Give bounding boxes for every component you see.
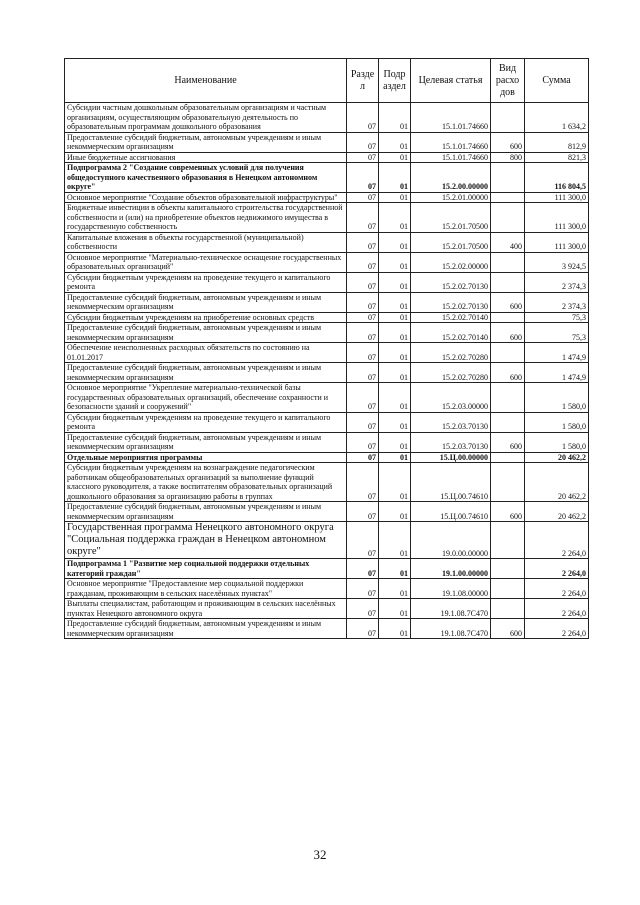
row-section: 07 — [347, 522, 379, 559]
row-amount: 1 474,9 — [525, 363, 589, 383]
row-subsection: 01 — [379, 383, 411, 413]
row-amount: 20 462,2 — [525, 463, 589, 502]
table-row — [65, 619, 589, 639]
table-row — [65, 203, 589, 233]
row-section: 07 — [347, 432, 379, 452]
row-amount: 2 264,0 — [525, 559, 589, 579]
row-expense-type — [491, 559, 525, 579]
row-expense-type: 600 — [491, 323, 525, 343]
row-subsection: 01 — [379, 312, 411, 323]
row-section: 07 — [347, 203, 379, 233]
row-section: 07 — [347, 312, 379, 323]
row-article: 15.2.02.70130 — [411, 272, 491, 292]
row-name: Основное мероприятие "Создание объектов образовательной инфраструктуры" — [65, 192, 347, 203]
row-amount: 821,3 — [525, 152, 589, 163]
row-article: 15.2.02.70280 — [411, 343, 491, 363]
row-name: Предоставление субсидий бюджетным, автономным учреждениям и иным некоммерческим организациям — [65, 323, 347, 343]
row-name: Подпрограмма 1 "Развитие мер социальной поддержки отдельных категорий граждан" — [65, 559, 347, 579]
header-amount: Сумма — [525, 59, 589, 103]
row-expense-type — [491, 192, 525, 203]
row-article: 15.1.01.74660 — [411, 132, 491, 152]
row-expense-type: 600 — [491, 292, 525, 312]
table-header-row — [65, 59, 589, 103]
row-expense-type: 600 — [491, 363, 525, 383]
row-section: 07 — [347, 599, 379, 619]
row-amount: 2 374,3 — [525, 292, 589, 312]
row-section: 07 — [347, 152, 379, 163]
row-name: Субсидии бюджетным учреждениям на проведение текущего и капитального ремонта — [65, 272, 347, 292]
row-amount: 75,3 — [525, 323, 589, 343]
page-number: 32 — [313, 847, 327, 862]
table-row — [65, 323, 589, 343]
row-name: Субсидии частным дошкольным образовательным организациям и частным организациям, осуществляющим образовательную деятельность по образовательным программам дошкольного образования — [65, 103, 347, 133]
row-name: Предоставление субсидий бюджетным, автономным учреждениям и иным некоммерческим организациям — [65, 292, 347, 312]
row-article: 15.2.01.70500 — [411, 232, 491, 252]
row-article: 19.1.08.7С470 — [411, 599, 491, 619]
row-expense-type: 800 — [491, 152, 525, 163]
row-amount: 75,3 — [525, 312, 589, 323]
row-expense-type — [491, 252, 525, 272]
row-article: 19.1.00.00000 — [411, 559, 491, 579]
row-subsection: 01 — [379, 152, 411, 163]
row-section: 07 — [347, 292, 379, 312]
row-expense-type: 400 — [491, 232, 525, 252]
row-subsection: 01 — [379, 412, 411, 432]
row-name: Обеспечение неисполненных расходных обязательств по состоянию на 01.01.2017 — [65, 343, 347, 363]
row-name: Бюджетные инвестиции в объекты капитального строительства государственной собственности и (или) на приобретение объектов недвижимого имущества в государственную собственность — [65, 203, 347, 233]
row-expense-type: 600 — [491, 619, 525, 639]
row-expense-type — [491, 452, 525, 463]
table-row — [65, 163, 589, 193]
row-amount: 20 462,2 — [525, 502, 589, 522]
row-expense-type — [491, 522, 525, 559]
row-subsection: 01 — [379, 579, 411, 599]
row-amount: 20 462,2 — [525, 452, 589, 463]
header-article: Целевая статья — [411, 59, 491, 103]
row-amount: 1 580,0 — [525, 432, 589, 452]
row-amount: 3 924,5 — [525, 252, 589, 272]
row-subsection: 01 — [379, 522, 411, 559]
row-section: 07 — [347, 502, 379, 522]
row-expense-type — [491, 343, 525, 363]
row-article: 19.1.08.00000 — [411, 579, 491, 599]
header-name: Наименование — [65, 59, 347, 103]
table-row — [65, 463, 589, 502]
row-amount: 812,9 — [525, 132, 589, 152]
row-section: 07 — [347, 619, 379, 639]
row-article: 15.2.02.70280 — [411, 363, 491, 383]
row-section: 07 — [347, 132, 379, 152]
row-name: Субсидии бюджетным учреждениям на приобретение основных средств — [65, 312, 347, 323]
row-article: 15.2.02.00000 — [411, 252, 491, 272]
row-amount: 2 264,0 — [525, 599, 589, 619]
row-amount: 2 264,0 — [525, 619, 589, 639]
row-name: Субсидии бюджетным учреждениям на проведение текущего и капитального ремонта — [65, 412, 347, 432]
row-article: 19.1.08.7С470 — [411, 619, 491, 639]
row-amount: 111 300,0 — [525, 192, 589, 203]
header-subsection: Подр аздел — [379, 59, 411, 103]
table-row — [65, 192, 589, 203]
table-row — [65, 152, 589, 163]
row-subsection: 01 — [379, 323, 411, 343]
row-section: 07 — [347, 363, 379, 383]
row-section: 07 — [347, 412, 379, 432]
row-subsection: 01 — [379, 232, 411, 252]
row-subsection: 01 — [379, 619, 411, 639]
row-name: Основное мероприятие "Укрепление материально-технической базы государственных образовательных организаций, обеспечение сохранности и безопасности зданий и сооружений" — [65, 383, 347, 413]
row-section: 07 — [347, 452, 379, 463]
table-row — [65, 559, 589, 579]
row-expense-type — [491, 599, 525, 619]
row-subsection: 01 — [379, 292, 411, 312]
row-section: 07 — [347, 192, 379, 203]
row-section: 07 — [347, 232, 379, 252]
row-expense-type — [491, 463, 525, 502]
table-row — [65, 383, 589, 413]
table-row — [65, 599, 589, 619]
row-name: Предоставление субсидий бюджетным, автономным учреждениям и иным некоммерческим организациям — [65, 502, 347, 522]
row-amount: 111 300,0 — [525, 203, 589, 233]
row-article: 19.0.00.00000 — [411, 522, 491, 559]
table-row — [65, 132, 589, 152]
row-expense-type: 600 — [491, 432, 525, 452]
row-expense-type — [491, 272, 525, 292]
table-row — [65, 343, 589, 363]
row-name: Выплаты специалистам, работающим и проживающим в сельских населённых пунктах Ненецкого автономного округа — [65, 599, 347, 619]
row-amount: 1 580,0 — [525, 383, 589, 413]
row-amount: 2 374,3 — [525, 272, 589, 292]
table-row — [65, 312, 589, 323]
header-expense-type: Вид расхо дов — [491, 59, 525, 103]
row-name: Предоставление субсидий бюджетным, автономным учреждениям и иным некоммерческим организациям — [65, 363, 347, 383]
row-subsection: 01 — [379, 132, 411, 152]
row-article: 15.Ц.00.00000 — [411, 452, 491, 463]
row-subsection: 01 — [379, 163, 411, 193]
budget-table — [64, 58, 589, 639]
table-row — [65, 272, 589, 292]
row-subsection: 01 — [379, 363, 411, 383]
row-article: 15.2.00.00000 — [411, 163, 491, 193]
row-expense-type — [491, 203, 525, 233]
row-section: 07 — [347, 559, 379, 579]
row-amount: 1 474,9 — [525, 343, 589, 363]
table-row — [65, 363, 589, 383]
row-article: 15.2.01.70500 — [411, 203, 491, 233]
row-subsection: 01 — [379, 272, 411, 292]
row-subsection: 01 — [379, 452, 411, 463]
row-expense-type: 600 — [491, 502, 525, 522]
row-name: Основное мероприятие "Предоставление мер социальной поддержки гражданам, проживающим в сельских населённых пунктах" — [65, 579, 347, 599]
row-article: 15.Ц.00.74610 — [411, 463, 491, 502]
row-section: 07 — [347, 323, 379, 343]
row-expense-type — [491, 412, 525, 432]
row-expense-type — [491, 103, 525, 133]
row-article: 15.2.01.00000 — [411, 192, 491, 203]
row-name: Предоставление субсидий бюджетным, автономным учреждениям и иным некоммерческим организациям — [65, 619, 347, 639]
row-article: 15.2.02.70140 — [411, 323, 491, 343]
row-subsection: 01 — [379, 432, 411, 452]
table-row — [65, 522, 589, 559]
row-name: Предоставление субсидий бюджетным, автономным учреждениям и иным некоммерческим организациям — [65, 132, 347, 152]
row-article: 15.1.01.74660 — [411, 103, 491, 133]
table-row — [65, 452, 589, 463]
row-subsection: 01 — [379, 463, 411, 502]
table-row — [65, 232, 589, 252]
row-article: 15.2.03.70130 — [411, 412, 491, 432]
row-name: Подпрограмма 2 "Создание современных условий для получения общедоступного качественного образования в Ненецком автономном округе" — [65, 163, 347, 193]
row-name: Государственная программа Ненецкого автономного округа "Социальная поддержка граждан в Ненецком автономном округе" — [65, 522, 347, 559]
row-subsection: 01 — [379, 599, 411, 619]
row-section: 07 — [347, 103, 379, 133]
row-subsection: 01 — [379, 559, 411, 579]
row-amount: 1 634,2 — [525, 103, 589, 133]
row-article: 15.Ц.00.74610 — [411, 502, 491, 522]
row-article: 15.2.02.70140 — [411, 312, 491, 323]
row-article: 15.1.01.74660 — [411, 152, 491, 163]
row-amount: 1 580,0 — [525, 412, 589, 432]
row-subsection: 01 — [379, 252, 411, 272]
table-row — [65, 252, 589, 272]
row-name: Иные бюджетные ассигнования — [65, 152, 347, 163]
row-expense-type — [491, 383, 525, 413]
row-amount: 2 264,0 — [525, 522, 589, 559]
table-row — [65, 412, 589, 432]
row-section: 07 — [347, 252, 379, 272]
row-expense-type — [491, 579, 525, 599]
row-name: Основное мероприятие "Материально-техническое оснащение государственных образовательных организаций" — [65, 252, 347, 272]
row-section: 07 — [347, 272, 379, 292]
row-amount: 111 300,0 — [525, 232, 589, 252]
row-name: Капитальные вложения в объекты государственной (муниципальной) собственности — [65, 232, 347, 252]
row-section: 07 — [347, 383, 379, 413]
row-name: Предоставление субсидий бюджетным, автономным учреждениям и иным некоммерческим организациям — [65, 432, 347, 452]
row-amount: 116 804,5 — [525, 163, 589, 193]
table-body — [65, 103, 589, 639]
row-name: Отдельные мероприятия программы — [65, 452, 347, 463]
row-subsection: 01 — [379, 502, 411, 522]
row-subsection: 01 — [379, 203, 411, 233]
header-section: Разде л — [347, 59, 379, 103]
table-row — [65, 103, 589, 133]
row-amount: 2 264,0 — [525, 579, 589, 599]
row-article: 15.2.03.70130 — [411, 432, 491, 452]
row-section: 07 — [347, 579, 379, 599]
row-subsection: 01 — [379, 103, 411, 133]
table-row — [65, 292, 589, 312]
row-expense-type — [491, 163, 525, 193]
row-expense-type — [491, 312, 525, 323]
table-row — [65, 579, 589, 599]
row-section: 07 — [347, 463, 379, 502]
row-article: 15.2.02.70130 — [411, 292, 491, 312]
row-subsection: 01 — [379, 192, 411, 203]
row-section: 07 — [347, 343, 379, 363]
row-subsection: 01 — [379, 343, 411, 363]
row-expense-type: 600 — [491, 132, 525, 152]
row-section: 07 — [347, 163, 379, 193]
row-name: Субсидии бюджетным учреждениям на вознаграждение педагогическим работникам общеобразовательных организаций за выполнение функций классного руководителя, а также воспитателям образовательных организаций дошкольного образования за организацию работы в группах — [65, 463, 347, 502]
row-article: 15.2.03.00000 — [411, 383, 491, 413]
table-row — [65, 432, 589, 452]
table-row — [65, 502, 589, 522]
